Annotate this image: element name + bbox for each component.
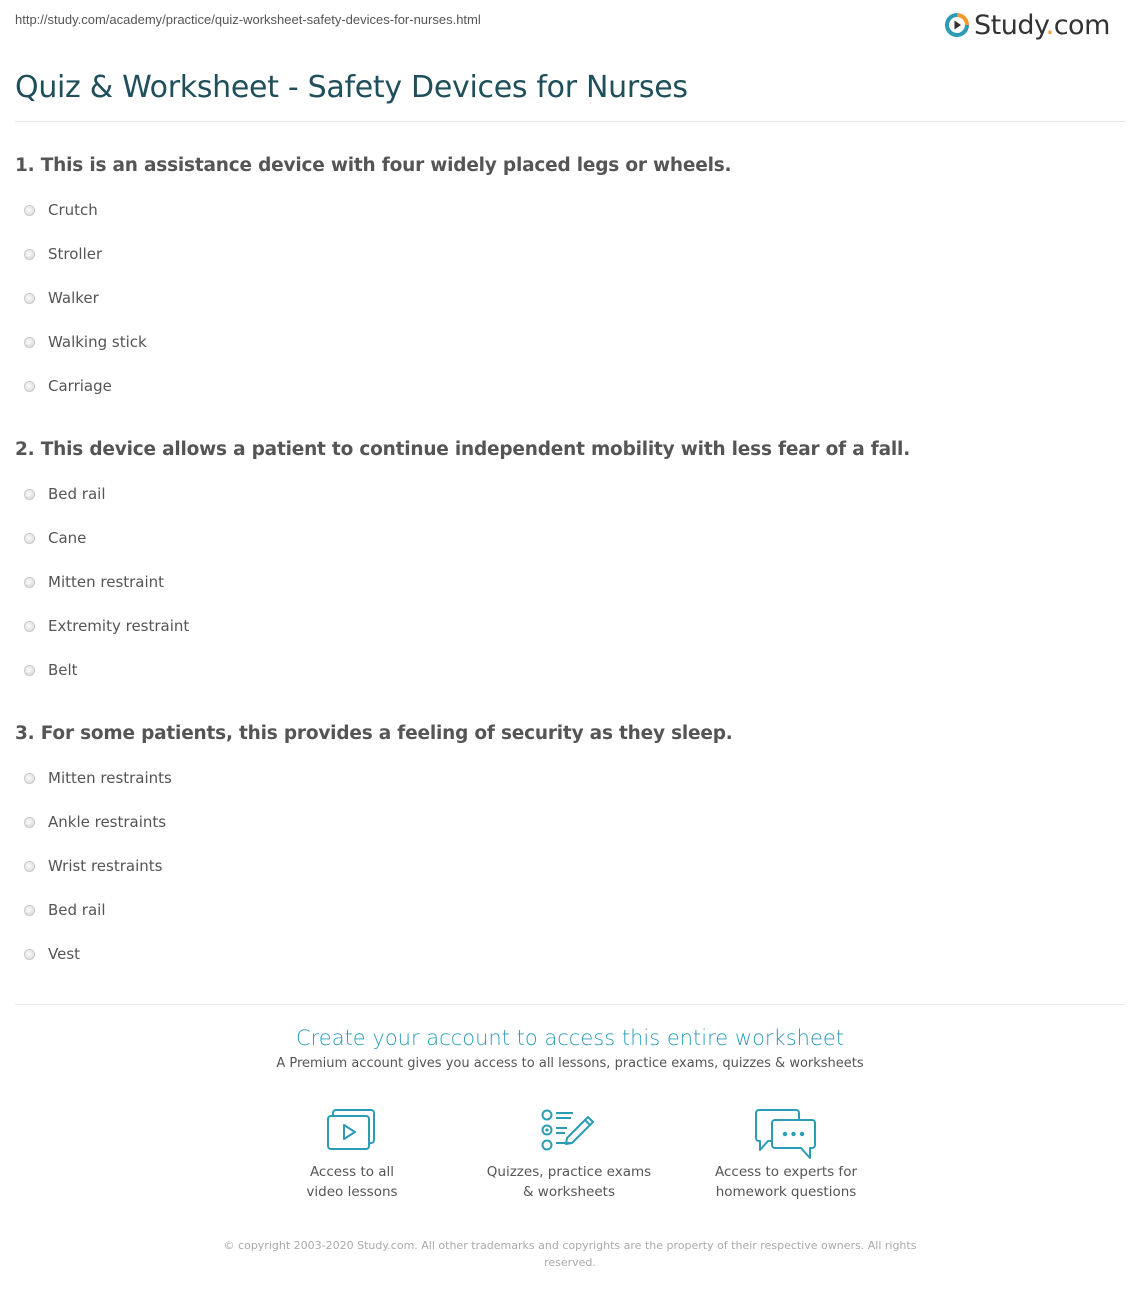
answer-option[interactable] (15, 604, 910, 648)
option-label: Mitten restraints (48, 769, 172, 787)
feature-line2: video lessons (306, 1184, 398, 1200)
answer-option[interactable] (15, 648, 910, 692)
question-1 (15, 155, 731, 408)
feature-experts (686, 1108, 886, 1202)
option-label: Mitten restraint (48, 573, 165, 591)
radio-button[interactable] (24, 905, 35, 916)
play-circle-icon (945, 13, 969, 37)
option-label: Vest (48, 945, 81, 963)
cta-divider (15, 1004, 1125, 1005)
radio-button[interactable] (24, 337, 35, 348)
quiz-checklist-icon (541, 1108, 597, 1152)
question-text: 1. This is an assistance device with four widely placed legs or wheels. (15, 155, 732, 176)
radio-button[interactable] (24, 621, 35, 632)
radio-button[interactable] (24, 577, 35, 588)
question-3 (15, 723, 733, 976)
radio-button[interactable] (24, 249, 35, 260)
answer-option[interactable] (15, 800, 733, 844)
option-label: Walking stick (48, 333, 147, 351)
radio-button[interactable] (24, 293, 35, 304)
question-text: 2. This device allows a patient to continue independent mobility with less fear of a fall. (15, 439, 911, 460)
answer-option[interactable] (15, 276, 731, 320)
logo-text: Study (974, 9, 1046, 41)
radio-button[interactable] (24, 205, 35, 216)
radio-button[interactable] (24, 665, 35, 676)
option-label: Belt (48, 661, 78, 679)
radio-button[interactable] (24, 817, 35, 828)
question-2 (15, 439, 910, 692)
radio-button[interactable] (24, 489, 35, 500)
feature-line1: Access to experts for (714, 1164, 857, 1180)
option-label: Extremity restraint (48, 617, 190, 635)
feature-line1: Access to all (309, 1164, 395, 1180)
page-url: http://study.com/academy/practice/quiz-worksheet-safety-devices-for-nurses.html (15, 12, 481, 27)
chat-bubbles-icon (754, 1108, 818, 1160)
signup-cta (0, 1026, 1140, 1071)
page-title: Quiz & Worksheet - Safety Devices for Nurses (15, 70, 688, 105)
question-text: 3. For some patients, this provides a feeling of security as they sleep. (15, 723, 733, 744)
feature-line2: & worksheets (522, 1184, 615, 1200)
radio-button[interactable] (24, 773, 35, 784)
radio-button[interactable] (24, 533, 35, 544)
option-label: Crutch (48, 201, 98, 219)
logo-tld: com (1053, 9, 1110, 41)
answer-option[interactable] (15, 364, 731, 408)
feature-video-lessons (252, 1108, 452, 1202)
option-label: Cane (48, 529, 87, 547)
cta-title-link[interactable]: Create your account to access this entire worksheet (295, 1026, 845, 1050)
answer-option[interactable] (15, 560, 910, 604)
answer-option[interactable] (15, 188, 731, 232)
answer-option[interactable] (15, 232, 731, 276)
answer-option[interactable] (15, 932, 733, 976)
feature-quizzes (469, 1108, 669, 1202)
answer-option[interactable] (15, 844, 733, 888)
option-label: Carriage (48, 377, 112, 395)
answer-option[interactable] (15, 472, 910, 516)
title-divider (15, 121, 1125, 122)
video-lessons-icon (326, 1108, 378, 1152)
answer-option[interactable] (15, 320, 731, 364)
option-label: Walker (48, 289, 99, 307)
option-label: Bed rail (48, 485, 106, 503)
option-label: Ankle restraints (48, 813, 167, 831)
copyright-notice: © copyright 2003-2020 Study.com. All other trademarks and copyrights are the property of their respective owners. All rights reserved. (223, 1239, 917, 1269)
answer-option[interactable] (15, 516, 910, 560)
cta-subtitle: A Premium account gives you access to all lessons, practice exams, quizzes & worksheets (276, 1056, 864, 1071)
feature-line1: Quizzes, practice exams (486, 1164, 652, 1180)
answer-option[interactable] (15, 888, 733, 932)
option-label: Wrist restraints (48, 857, 163, 875)
answer-option[interactable] (15, 756, 733, 800)
logo-dot: . (1045, 9, 1054, 41)
option-label: Stroller (48, 245, 103, 263)
feature-line2: homework questions (715, 1184, 857, 1200)
radio-button[interactable] (24, 381, 35, 392)
radio-button[interactable] (24, 949, 35, 960)
radio-button[interactable] (24, 861, 35, 872)
option-label: Bed rail (48, 901, 106, 919)
study-logo[interactable] (945, 8, 1110, 42)
